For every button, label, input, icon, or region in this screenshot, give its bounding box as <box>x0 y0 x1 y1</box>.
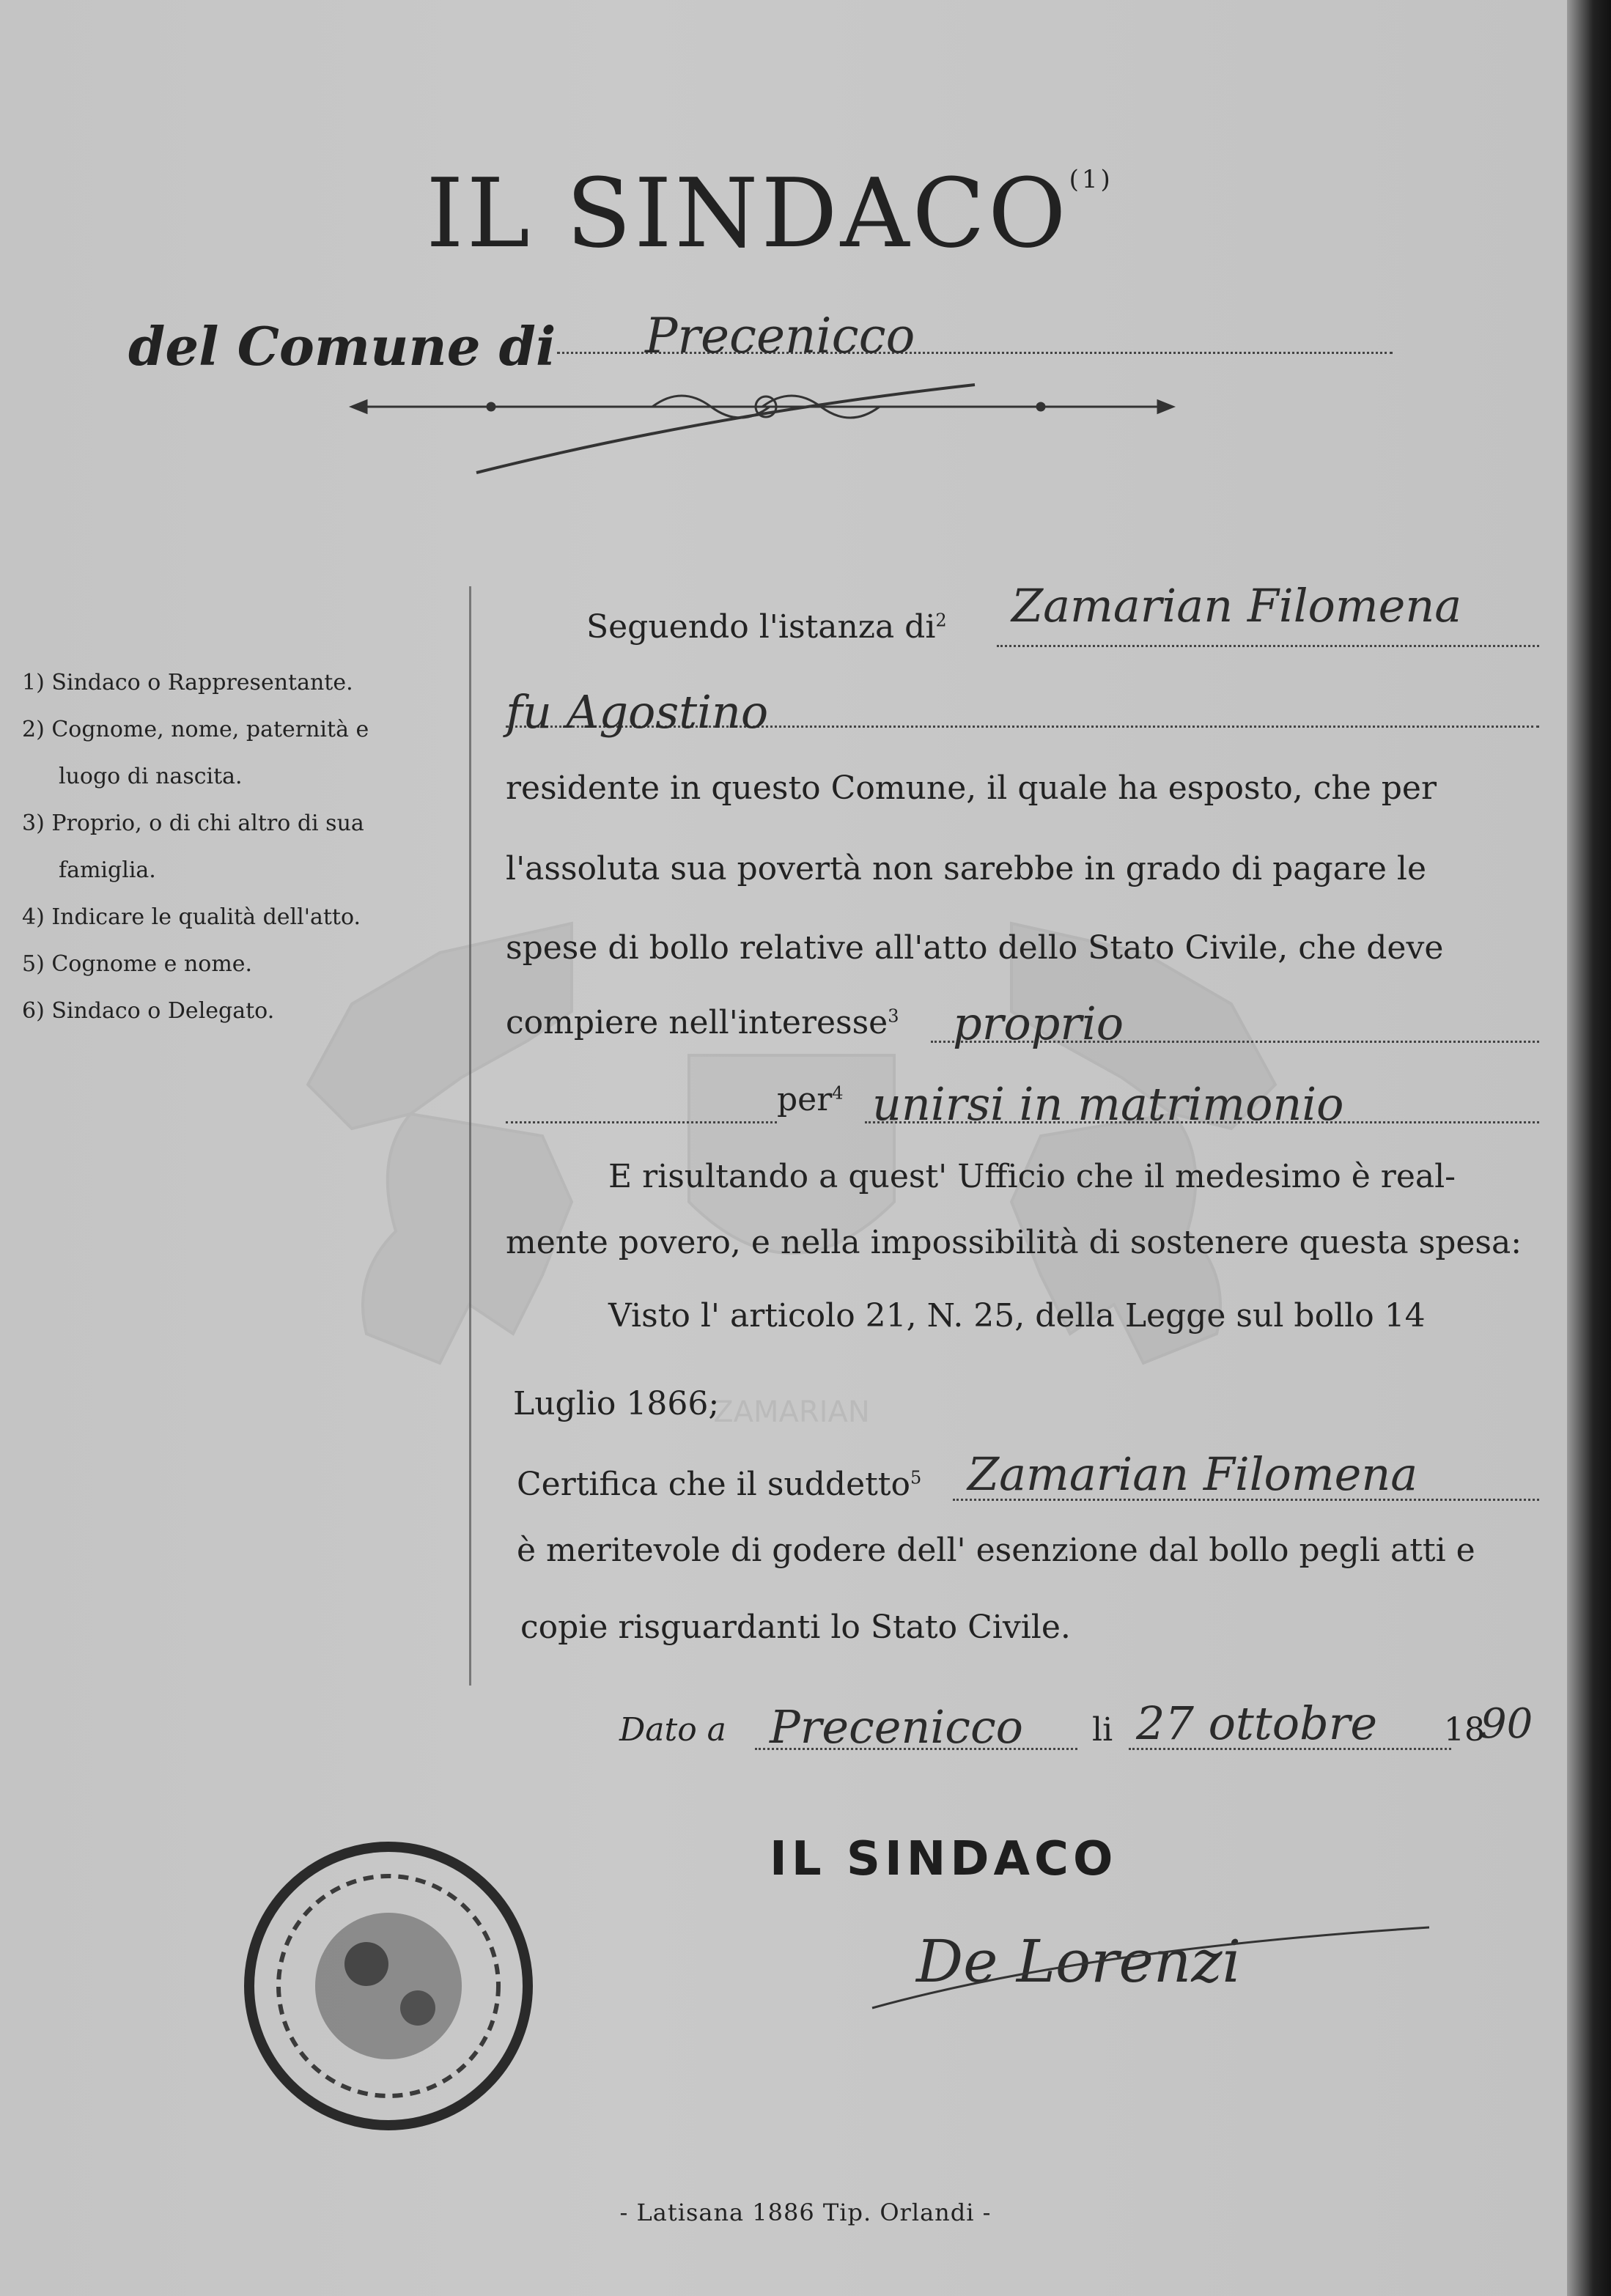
ornamental-divider <box>344 370 1187 487</box>
title-footnote-marker: (1) <box>1069 165 1113 194</box>
line-interesse <box>506 1004 899 1041</box>
mayor-signature-handwritten: De Lorenzi <box>916 1927 1242 1996</box>
body-line-8: E risultando a quest' Ufficio che il medesimo è real- <box>608 1158 1456 1195</box>
interesse-label: compiere nell'interesse <box>506 1004 888 1041</box>
footnote-5: 5) Cognome e nome. <box>22 951 253 977</box>
note-ref-2: 2 <box>935 610 947 631</box>
note-ref-4: 4 <box>832 1082 844 1104</box>
body-line-3: residente in questo Comune, il quale ha esposto, che per <box>506 769 1437 807</box>
interesse-handwritten: proprio <box>953 997 1124 1050</box>
date-handwritten: 27 ottobre <box>1136 1697 1378 1750</box>
certifica-label: Certifica che il suddetto <box>517 1466 910 1503</box>
footnote-3: 3) Proprio, o di chi altro di sua <box>22 811 364 836</box>
year-handwritten: 90 <box>1481 1700 1533 1748</box>
li-label: li <box>1092 1711 1113 1749</box>
year-printed: 18 <box>1444 1711 1485 1749</box>
place-handwritten: Precenicco <box>770 1700 1023 1754</box>
line-per <box>777 1081 844 1118</box>
body-line-13: è meritevole di godere dell' esenzione dal bollo pegli atti e <box>517 1532 1475 1569</box>
note-ref-3: 3 <box>888 1005 899 1027</box>
footnote-2: 2) Cognome, nome, paternità e <box>22 717 369 742</box>
istanza-label: Seguendo l'istanza di <box>586 608 936 646</box>
footnote-3-cont: famiglia. <box>59 857 156 883</box>
footnote-6: 6) Sindaco o Delegato. <box>22 998 275 1024</box>
watermark-text: ZAMARIAN <box>713 1395 870 1429</box>
body-line-5: spese di bollo relative all'atto dello Stato Civile, che deve <box>506 929 1444 967</box>
certified-name-handwritten: Zamarian Filomena <box>967 1447 1418 1501</box>
paternity-handwritten: fu Agostino <box>506 685 769 739</box>
note-ref-5: 5 <box>910 1467 922 1488</box>
official-seal-stamp <box>235 1832 542 2140</box>
title-text: IL SINDACO <box>426 158 1069 269</box>
dato-label: Dato a <box>619 1711 726 1749</box>
per-left-dotted-line <box>506 1121 777 1123</box>
line-certifica <box>517 1466 921 1503</box>
body-line-11: Luglio 1866; <box>513 1385 720 1422</box>
comune-name-handwritten: Precenicco <box>645 308 915 364</box>
footnote-2-cont: luogo di nascita. <box>59 764 243 789</box>
page-edge-shadow <box>1567 0 1611 2296</box>
printer-footer: - Latisana 1886 Tip. Orlandi - <box>619 2199 992 2226</box>
body-line-4: l'assoluta sua povertà non sarebbe in grado di pagare le <box>506 850 1427 887</box>
act-purpose-handwritten: unirsi in matrimonio <box>872 1077 1344 1131</box>
applicant-name-handwritten: Zamarian Filomena <box>1011 579 1462 632</box>
istanza-dotted-line <box>997 645 1539 647</box>
footnotes-column <box>22 660 462 1035</box>
body-line-14: copie risguardanti lo Stato Civile. <box>520 1609 1071 1646</box>
line-istanza <box>586 608 947 646</box>
footnote-4: 4) Indicare le qualità dell'atto. <box>22 904 361 930</box>
per-label: per <box>777 1081 833 1118</box>
column-divider <box>469 586 471 1686</box>
body-line-10: Visto l' articolo 21, N. 25, della Legge sul bollo 14 <box>608 1297 1426 1335</box>
body-line-9: mente povero, e nella impossibilità di sostenere questa spesa: <box>506 1224 1522 1261</box>
comune-label: del Comune di <box>128 315 556 377</box>
signature-underline <box>865 1920 1437 2023</box>
document-title <box>0 158 1539 269</box>
footnote-1: 1) Sindaco o Rappresentante. <box>22 670 353 695</box>
signature-title: IL SINDACO <box>770 1832 1118 1886</box>
